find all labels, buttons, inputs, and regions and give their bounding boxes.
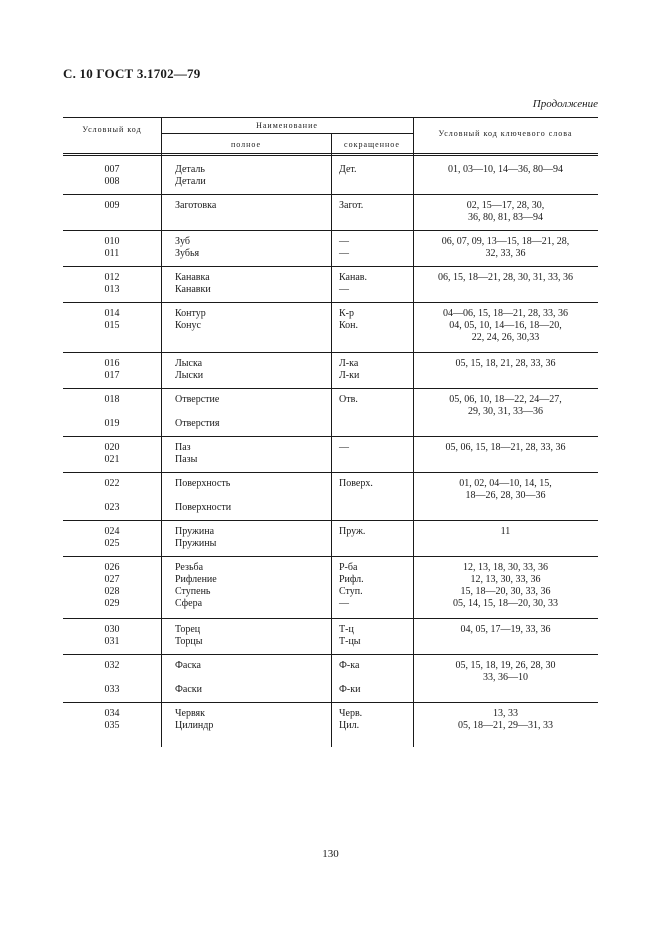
code-cell <box>63 164 161 188</box>
name-header-rule <box>161 133 413 134</box>
short-name-cell <box>339 708 411 732</box>
short-name-cell-line: Поверх. <box>339 478 373 489</box>
code-cell-line: 008 <box>104 176 120 187</box>
code-cell-line: 025 <box>104 538 120 549</box>
full-name-cell-line: Пазы <box>175 454 198 465</box>
short-name-cell-line: Загот. <box>339 200 364 211</box>
short-name-cell-line: Рифл. <box>339 574 364 585</box>
keywords-cell-line: 05, 06, 10, 18—22, 24—27, <box>449 394 562 405</box>
code-cell-line: 034 <box>104 708 120 719</box>
short-name-cell-line: Канав. <box>339 272 367 283</box>
short-name-cell <box>339 526 411 550</box>
short-name-cell <box>339 442 411 466</box>
code-cell-line <box>63 406 161 418</box>
keywords-cell-line: 11 <box>500 526 511 537</box>
short-name-cell-line: Т-ц <box>339 624 354 635</box>
full-name-cell-line: Пружины <box>175 538 217 549</box>
keywords-cell-line: 04—06, 15, 18—21, 28, 33, 36 <box>443 308 568 319</box>
short-name-cell-line: — <box>339 442 349 453</box>
code-cell-line: 011 <box>104 248 120 259</box>
keywords-cell-line: 29, 30, 31, 33—36 <box>468 406 543 417</box>
code-cell-line: 027 <box>104 574 120 585</box>
keywords-cell <box>413 200 598 224</box>
code-cell <box>63 660 161 696</box>
table-row <box>63 195 598 231</box>
table-row <box>63 437 598 473</box>
full-name-cell-line: Рифление <box>175 574 217 585</box>
short-name-cell-line: — <box>339 284 349 295</box>
code-cell-line: 022 <box>104 478 120 489</box>
code-cell-line: 031 <box>104 636 120 647</box>
code-cell-line: 012 <box>104 272 120 283</box>
full-name-cell-line: Торец <box>175 624 201 635</box>
code-cell-line: 015 <box>104 320 120 331</box>
code-cell-line: 026 <box>104 562 120 573</box>
full-name-cell <box>175 442 325 466</box>
code-cell-line: 017 <box>104 370 120 381</box>
short-name-cell-line: Ф-ки <box>339 684 361 695</box>
short-name-cell-line <box>339 454 411 466</box>
keywords-cell-line: 12, 13, 18, 30, 33, 36 <box>463 562 548 573</box>
full-name-cell <box>175 660 325 696</box>
short-name-cell-line: Отв. <box>339 394 358 405</box>
table-row <box>63 303 598 353</box>
table-row <box>63 473 598 521</box>
full-name-cell <box>175 624 325 648</box>
full-name-cell-line: Зуб <box>175 236 190 247</box>
code-cell <box>63 562 161 610</box>
short-name-cell <box>339 272 411 296</box>
full-name-cell-line: Зубья <box>175 248 200 259</box>
keywords-cell-line: 06, 15, 18—21, 28, 30, 31, 33, 36 <box>438 272 573 283</box>
code-cell-line: 028 <box>104 586 120 597</box>
code-cell-line: 024 <box>104 526 120 537</box>
continuation-label: Продолжение <box>532 98 598 110</box>
code-cell <box>63 526 161 550</box>
code-cell <box>63 236 161 260</box>
short-name-cell-line <box>339 538 411 550</box>
full-name-cell-line: Паз <box>175 442 191 453</box>
keywords-cell-line: 01, 03—10, 14—36, 80—94 <box>448 164 563 175</box>
table-row <box>63 521 598 557</box>
full-name-cell <box>175 394 325 430</box>
keywords-cell-line: 06, 07, 09, 13—15, 18—21, 28, <box>441 236 570 247</box>
short-name-cell <box>339 164 411 188</box>
keywords-cell <box>413 358 598 370</box>
short-name-cell-line: Ступ. <box>339 586 363 597</box>
code-cell-line: 035 <box>104 720 120 731</box>
code-table <box>63 117 598 747</box>
full-name-cell-line: Поверхность <box>175 478 231 489</box>
code-cell-line: 020 <box>104 442 120 453</box>
short-name-cell-line: Ф-ка <box>339 660 360 671</box>
header-name: Наименование <box>256 121 318 130</box>
keywords-cell-line: 33, 36—10 <box>483 672 528 683</box>
short-name-cell-line: Т-цы <box>339 636 361 647</box>
page-header-title: С. 10 ГОСТ 3.1702—79 <box>63 66 201 81</box>
full-name-cell-line: Ступень <box>175 586 211 597</box>
keywords-cell <box>413 562 598 610</box>
code-cell-line: 030 <box>104 624 120 635</box>
short-name-cell-line: К-р <box>339 308 354 319</box>
full-name-cell-line: Лыска <box>175 358 203 369</box>
code-cell <box>63 708 161 732</box>
code-cell <box>63 442 161 466</box>
code-cell <box>63 200 161 212</box>
keywords-cell-line: 12, 13, 30, 33, 36 <box>470 574 541 585</box>
short-name-cell <box>339 236 411 260</box>
full-name-cell <box>175 200 325 212</box>
short-name-cell <box>339 394 411 430</box>
full-name-cell-line: Канавка <box>175 272 210 283</box>
header-code: Условный код <box>82 125 142 134</box>
code-cell-line: 016 <box>104 358 120 369</box>
keywords-cell <box>413 708 598 732</box>
code-cell-line: 033 <box>104 684 120 695</box>
full-name-cell <box>175 562 325 610</box>
full-name-cell-line: Заготовка <box>175 200 217 211</box>
code-cell-line: 023 <box>104 502 120 513</box>
keywords-cell <box>413 478 598 502</box>
code-cell-line: 013 <box>104 284 120 295</box>
keywords-cell-line: 05, 15, 18, 19, 26, 28, 30 <box>455 660 556 671</box>
full-name-cell-line: Фаска <box>175 660 201 671</box>
keywords-cell <box>413 624 598 636</box>
keywords-cell-line: 01, 02, 04—10, 14, 15, <box>459 478 552 489</box>
keywords-cell-line: 22, 24, 26, 30,33 <box>471 332 540 343</box>
table-row <box>63 619 598 655</box>
keywords-cell-line: 05, 18—21, 29—31, 33 <box>458 720 553 731</box>
table-row <box>63 703 598 749</box>
short-name-cell-line: Л-ка <box>339 358 359 369</box>
code-cell-line: 018 <box>104 394 120 405</box>
short-name-cell-line <box>339 672 411 684</box>
short-name-cell-line: Пруж. <box>339 526 366 537</box>
short-name-cell-line <box>339 418 411 430</box>
keywords-cell-line: 05, 14, 15, 18—20, 30, 33 <box>453 598 558 609</box>
short-name-cell-line: — <box>339 236 349 247</box>
code-cell <box>63 308 161 332</box>
full-name-cell-line: Деталь <box>175 164 205 175</box>
short-name-cell-line: Р-ба <box>339 562 358 573</box>
short-name-cell <box>339 660 411 696</box>
full-name-cell-line: Цилиндр <box>175 720 214 731</box>
short-name-cell <box>339 358 411 382</box>
full-name-cell-line: Червяк <box>175 708 205 719</box>
full-name-cell <box>175 272 325 296</box>
keywords-cell <box>413 394 598 418</box>
keywords-cell <box>413 442 598 454</box>
code-cell <box>63 394 161 430</box>
code-cell-line: 010 <box>104 236 120 247</box>
full-name-cell <box>175 526 325 550</box>
code-cell-line: 032 <box>104 660 120 671</box>
code-cell-line <box>63 490 161 502</box>
full-name-cell-line: Конус <box>175 320 201 331</box>
keywords-cell <box>413 164 598 176</box>
keywords-cell-line: 04, 05, 10, 14—16, 18—20, <box>449 320 562 331</box>
table-row <box>63 267 598 303</box>
keywords-cell-line: 36, 80, 81, 83—94 <box>468 212 543 223</box>
full-name-cell <box>175 164 325 188</box>
header-short: сокращенное <box>344 140 400 149</box>
table-body <box>63 159 598 749</box>
short-name-cell <box>339 200 411 212</box>
keywords-cell-line: 04, 05, 17—19, 33, 36 <box>460 624 551 635</box>
code-cell-line: 029 <box>104 598 120 609</box>
short-name-cell-line: Л-ки <box>339 370 360 381</box>
keywords-cell <box>413 660 598 684</box>
short-name-cell-line <box>339 176 411 188</box>
short-name-cell-line: — <box>339 248 349 259</box>
full-name-cell-line <box>175 672 325 684</box>
full-name-cell-line: Детали <box>175 176 206 187</box>
short-name-cell-line: Цил. <box>339 720 360 731</box>
code-cell-line: 021 <box>104 454 120 465</box>
code-cell-line: 009 <box>104 200 120 211</box>
short-name-cell <box>339 478 411 514</box>
full-name-cell <box>175 308 325 332</box>
keywords-cell <box>413 272 598 284</box>
code-cell <box>63 624 161 648</box>
full-name-cell-line <box>175 406 325 418</box>
full-name-cell <box>175 478 325 514</box>
full-name-cell <box>175 236 325 260</box>
short-name-cell-line <box>339 502 411 514</box>
keywords-cell-line: 15, 18—20, 30, 33, 36 <box>460 586 551 597</box>
keywords-cell-line: 18—26, 28, 30—36 <box>465 490 546 501</box>
table-row <box>63 389 598 437</box>
short-name-cell-line <box>339 406 411 418</box>
keywords-cell-line: 05, 06, 15, 18—21, 28, 33, 36 <box>445 442 566 453</box>
page-number: 130 <box>322 848 339 860</box>
full-name-cell-line: Поверхности <box>175 502 232 513</box>
keywords-cell-line: 32, 33, 36 <box>485 248 526 259</box>
table-row <box>63 557 598 619</box>
full-name-cell-line: Лыски <box>175 370 204 381</box>
short-name-cell <box>339 308 411 332</box>
full-name-cell-line: Резьба <box>175 562 204 573</box>
short-name-cell <box>339 624 411 648</box>
full-name-cell <box>175 358 325 382</box>
full-name-cell-line: Торцы <box>175 636 203 647</box>
short-name-cell-line: Дет. <box>339 164 357 175</box>
short-name-cell-line: Кон. <box>339 320 359 331</box>
short-name-cell-line <box>339 490 411 502</box>
full-name-cell-line: Сфера <box>175 598 203 609</box>
table-top-rule <box>63 117 598 118</box>
full-name-cell-line: Фаски <box>175 684 202 695</box>
code-cell-line: 019 <box>104 418 120 429</box>
table-row <box>63 353 598 389</box>
code-cell <box>63 272 161 296</box>
short-name-cell-line: — <box>339 598 349 609</box>
short-name-cell-line: Черв. <box>339 708 363 719</box>
table-row <box>63 231 598 267</box>
table-row <box>63 159 598 195</box>
full-name-cell-line: Отверстие <box>175 394 220 405</box>
full-name-cell <box>175 708 325 732</box>
code-cell-line: 014 <box>104 308 120 319</box>
code-cell <box>63 478 161 514</box>
keywords-cell-line: 02, 15—17, 28, 30, <box>466 200 545 211</box>
full-name-cell-line <box>175 490 325 502</box>
code-cell <box>63 358 161 382</box>
keywords-cell-line: 13, 33 <box>493 708 518 719</box>
short-name-cell <box>339 562 411 610</box>
header-full: полное <box>230 140 262 149</box>
full-name-cell-line: Канавки <box>175 284 211 295</box>
full-name-cell-line: Отверстия <box>175 418 220 429</box>
keywords-cell <box>413 308 598 344</box>
keywords-cell-line: 05, 15, 18, 21, 28, 33, 36 <box>455 358 556 369</box>
code-cell-line: 007 <box>104 164 120 175</box>
keywords-cell <box>413 526 598 538</box>
header-keywords: Условный код ключевого слова <box>438 129 573 138</box>
code-cell-line <box>63 672 161 684</box>
full-name-cell-line: Пружина <box>175 526 215 537</box>
keywords-cell <box>413 236 598 260</box>
full-name-cell-line: Контур <box>175 308 206 319</box>
table-row <box>63 655 598 703</box>
